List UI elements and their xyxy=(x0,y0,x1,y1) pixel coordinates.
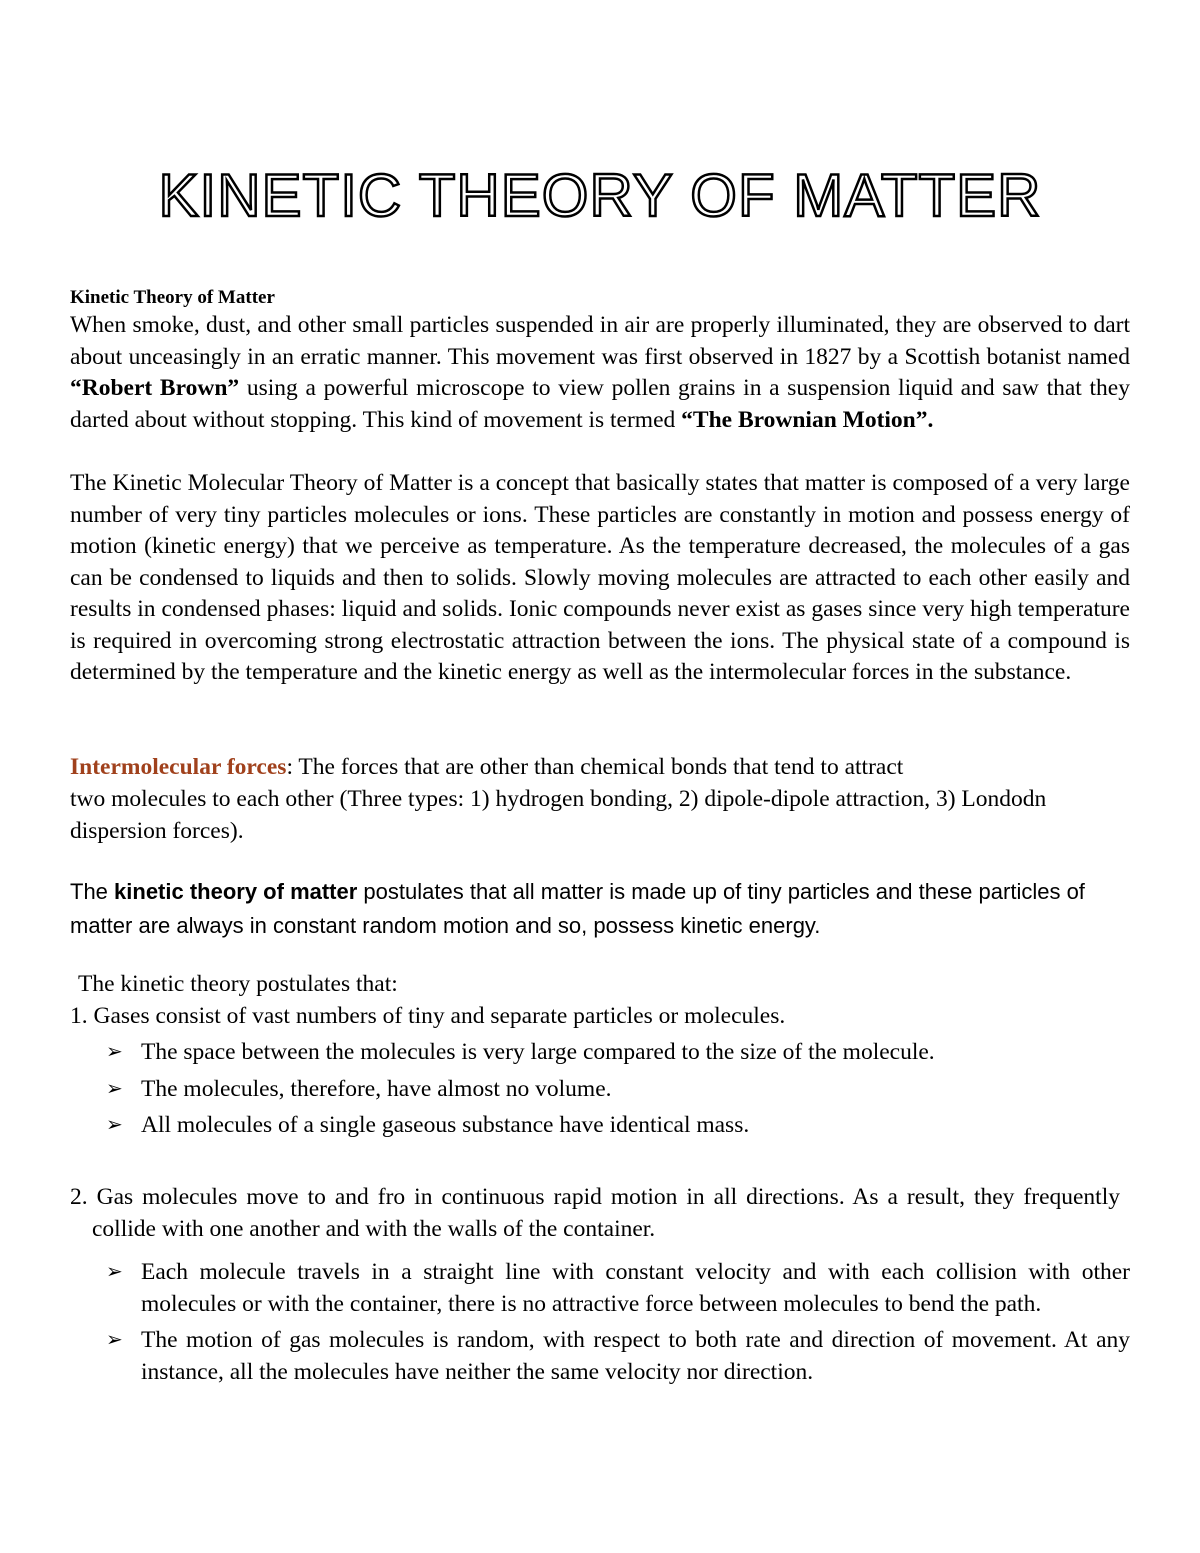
intro-text-a: When smoke, dust, and other small particles suspended in air are properly illuminated, they are observed to dart about unceasingly in an erratic manner. This movement was first observed in 1827 by a Scottish botanist named xyxy=(70,312,1130,370)
postulate-post: postulates that all matter is made up of tiny particles and these particles of matter are always in constant random motion and so, possess kinetic energy. xyxy=(70,879,1085,938)
postulate-2: 2. Gas molecules move to and fro in continuous rapid motion in all directions. As a result, they frequently collide with one another and with the walls of the container. xyxy=(70,1184,1120,1242)
list-item: ➢ The motion of gas molecules is random, with respect to both rate and direction of movement. At any instance, all the molecules have neither the same velocity nor direction. xyxy=(106,1327,1130,1385)
postulate-pre: The xyxy=(70,879,115,904)
arrow-bullet-icon: ➢ xyxy=(106,1329,123,1351)
postulate-1: 1. Gases consist of vast numbers of tiny and separate particles or molecules. xyxy=(70,1003,786,1029)
arrow-bullet-icon: ➢ xyxy=(106,1261,123,1283)
arrow-bullet-icon: ➢ xyxy=(106,1114,123,1136)
section-heading: Kinetic Theory of Matter xyxy=(70,287,275,308)
intermolecular-forces-def: : The forces that are other than chemical bonds that tend to attract xyxy=(286,754,904,780)
postulate-paragraph xyxy=(70,875,1130,943)
postulates-intro: The kinetic theory postulates that: xyxy=(78,971,398,997)
list-item: ➢ All molecules of a single gaseous substance have identical mass. xyxy=(70,1110,1130,1142)
list-item: ➢ Each molecule travels in a straight line with constant velocity and with each collision with other molecules or with the container, there is no attractive force between molecules to bend the path. xyxy=(106,1259,1130,1317)
postulate-2-bullets xyxy=(70,1257,1130,1393)
intermolecular-forces-types: two molecules to each other (Three types: 1) hydrogen bonding, 2) dipole-dipole attraction, 3) Londodn dispersion forces). xyxy=(70,786,1047,844)
intro-text-b: using a powerful microscope to view pollen grains in a suspension liquid and saw that they darted about without stopping. This kind of movement is termed xyxy=(70,375,1130,433)
robert-brown-bold: “Robert Brown” xyxy=(70,375,240,401)
intro-paragraph-brownian xyxy=(70,310,1130,436)
arrow-bullet-icon: ➢ xyxy=(106,1077,123,1100)
intermolecular-forces-label: Intermolecular forces xyxy=(70,754,287,780)
kinetic-theory-bold: kinetic theory of matter xyxy=(114,879,358,904)
arrow-bullet-icon: ➢ xyxy=(106,1041,123,1063)
intermolecular-forces-line1 xyxy=(70,752,1130,784)
intro-paragraph-kmt: The Kinetic Molecular Theory of Matter is a concept that basically states that matter is composed of a very large number of very tiny particles molecules or ions. These particles are constantly in motion and possess energy of motion (kinetic energy) that we perceive as temperature. As the temperature decreased, the molecules of a gas can be condensed to liquids and then to solids. Slowly moving molecules are attracted to each other easily and results in condensed phases: liquid and solids. Ionic compounds never exist as gases since very high temperature is required in overcoming strong electrostatic attraction between the ions. The physical state of a compound is determined by the temperature and the kinetic energy as well as the intermolecular forces in the substance. xyxy=(70,470,1130,685)
list-item: ➢ The space between the molecules is very large compared to the size of the molecule. xyxy=(70,1037,1130,1069)
list-item: ➢ The molecules, therefore, have almost no volume. xyxy=(70,1074,1130,1106)
postulate-1-bullets xyxy=(70,1037,1130,1147)
page-title: KINETIC THEORY OF MATTER xyxy=(158,162,1042,229)
brownian-motion-bold: “The Brownian Motion”. xyxy=(681,406,934,433)
